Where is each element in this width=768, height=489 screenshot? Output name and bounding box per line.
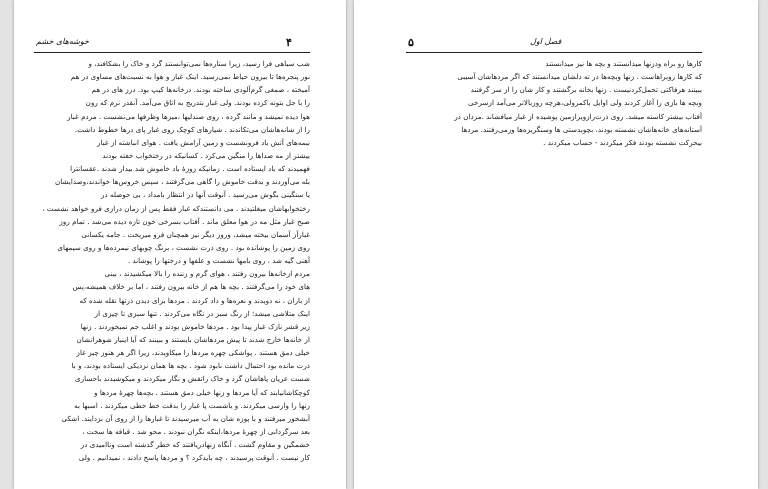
text-line: از باران ، نه دویدند و نعره‌ها و داد کردند . مردها برای دیدن ذرتها نقله شده که	[79, 295, 310, 305]
text-line: آبشخور میرفتند و با پوزه شان به آب میرسیدند تا غبارها را از روی آن بزدایند. اشکی	[61, 413, 310, 423]
text-line: آمیخته ، صمغی گرم‌آلودی ساخته بودند. درخانه‌ها کیپ بود. درز های در هم	[91, 85, 310, 95]
text-line: بله می‌آوردند و بدقت خاموش را گاهی می‌گرفتند ، سپس خروس‌ها خواندند،وصدایشان	[54, 177, 310, 187]
text-line: آهنی گیه شد ، روی بامها نشست و علفها و درختها را پوشاند .	[127, 256, 310, 266]
text-line: بعد سرگردانی از چهرهٔ مردها،اینکه نگران نبودند . محو شد . قیافه ها سخت ،	[82, 426, 310, 436]
text-line: آفتاب بیشتر کاسته میشد. روی ذرت‌رازویرازمین پوشیده از غبار میافشاند .مردان در	[454, 111, 702, 121]
text-line: ذرت مانده بود احتمال داشت نابود شود . بچه ها همان نزدیکی ایستاده بودند، و با	[71, 361, 310, 371]
text-line: آستانه‌های خانه‌هاشان نشسته بودند، بچوبدستی ها وسنگریزه‌ها ورمی‌رفتند. مردها	[461, 124, 702, 134]
text-line: شست عریان پاهاشان گرد و خاک راتقش و نگار میکردند و میکوشیدند باحساری	[75, 374, 310, 384]
text-line: بیحرکت نشسته بودند فکر میکردند - حساب میکردند .	[543, 137, 702, 147]
text-line: از خانه‌ها خارج شدند تا پیش مردهاشان بایستند و ببینند که آیا اینبار شوهرانشان	[76, 334, 310, 344]
text-line: فهمیدند که باد ایستاده است . زمانیکه زوزهٔ باد خاموش شد بیدار شدند .عقسانترا	[70, 164, 310, 174]
text-line: بیشتر از مه صداها را منگین می‌کرد . کسانیکه در رختخواب خفته بودند	[102, 150, 310, 160]
text-line: شب سیاهی فرا رسید، زیرا ستاره‌ها نمی‌توانستند گرد و خاک را بشکافند، و	[88, 59, 310, 68]
text-line: رختخوابهاشان میغلتیدند . می دانستندکه غبار فقط پس از زمان درازی فرو خواهد نشست ،	[42, 203, 310, 213]
text-line: ببینند هرفاکتی تحمل‌کردنیست . زنها بخانه برگشتند و کار شان را از سر گرفتند	[470, 85, 702, 95]
text-line: هوا دیده نمیشد و مانند گرده ، روی صندلیها ،میزها وظرفها می‌نشست . مردم غبار	[67, 111, 310, 121]
text-line: خشمگین و مقاوم گشت . آنگاه زنهادریافتند که خطر گذشته است وناامیدی در	[80, 440, 310, 450]
text-line: کوچکاشانیابند که آیا مردها و زنها خیلی دمق هستند . بچه‌ها چهرهٔ مردها و	[94, 387, 310, 397]
page-number: ۵	[408, 36, 414, 49]
page-header	[14, 36, 346, 52]
text-line: خیلی دمق هستند . پواشکی چهره مردها را میکاویدند، زیرا اگر هر هنوز چیز غاز	[76, 348, 310, 358]
running-title: فصل اول	[530, 37, 562, 46]
page-body-text	[406, 57, 702, 149]
text-line: صبح غبار مثل مه در هوا معلق ماند . آفتاب بسرخی خون تازه دیده می‌شد . تمام روز	[59, 216, 310, 226]
text-line: روی زمین را پوشانده بود . روی ذرت نشست ، برنگ چوبهای نیمرده‌ها و روی سیمهای	[57, 242, 310, 252]
text-line: کارها رو براه ودزنها میدانستند و بچه ها نیز میدانستند	[545, 59, 702, 68]
text-line: اینک متلاشی میشد؛ از رنگ سبز در نگاه می‌کردند . تنها سبزی تا چیزی از	[94, 308, 310, 318]
text-line: های خود را می‌گرفتند . بچه ها هم از خانه بیرون رفتند ، اما بر خلاف همیشه،پس	[72, 282, 310, 292]
text-line: نیمه‌های آتش باد فرونشست و زمین آرامش یافت . هوای انباشته از غبار	[97, 137, 310, 147]
running-title: خوشه‌های خشم	[36, 37, 89, 46]
page-body-text	[34, 57, 310, 464]
page-number: ۴	[286, 36, 292, 49]
text-line: را از شانه‌هاشان می‌تکاندند . شیارهای کوچک روی غبار پای درها خطوط داشت.	[74, 124, 310, 134]
text-line: نور پنجره‌ها تا بیرون حیاط نمی‌رسید. اینک غبار و هوا به نسبت‌های مساوی در هم	[70, 72, 310, 82]
text-line: کار نیست . آنوقت پرسیدند ، چه بایدکرد ؟ و مردها پاسخ دادند ، نمیدانیم . ولی	[78, 453, 310, 463]
text-line: زیر قشر نازک غبار پیدا بود . مردها خاموش بودند و اغلب جم نمیخوردند . زنها	[80, 321, 310, 331]
book-page-left	[14, 0, 346, 489]
header-rule	[406, 52, 702, 53]
text-line: مردم ازخانه‌ها بیرون رفتند ، هوا‌ی گرم و زننده را بالا میکشیدند ، بینی‌	[104, 269, 310, 279]
page-header	[354, 36, 758, 52]
text-line: که کارها روبراهاست . زنها وبچه‌ها در ته دلشان میدانستند که اگر مردهاشان آسیبی	[457, 72, 702, 82]
text-line: وبچه ها بازی را آغاز کردند ولی اوایل باکمرولی،هرچه روزبالاتر می‌آمد ازسرخی	[468, 98, 702, 108]
book-page-right	[354, 0, 758, 489]
text-line: زنها را وارسی میکردند. و باشست پا غبار را بدقت خط خطی میکردند . اسبها به	[74, 400, 310, 410]
text-line: غبارآز آسمان بیخته میشد، وروز دیگر نیز همچنان فرو میریخت . جامه یکسانی	[81, 229, 310, 239]
header-rule	[34, 52, 310, 53]
text-line: را با جل بتونه کرده بودند. ولی غبار بتدریج به اتاق می‌آمد. آنقدر نرم که رون	[85, 98, 310, 108]
text-line: یا سنگینی بگوش می‌رسید . آنوقت آنها در انتظار بامداد ، بی حوصله در	[101, 190, 310, 200]
